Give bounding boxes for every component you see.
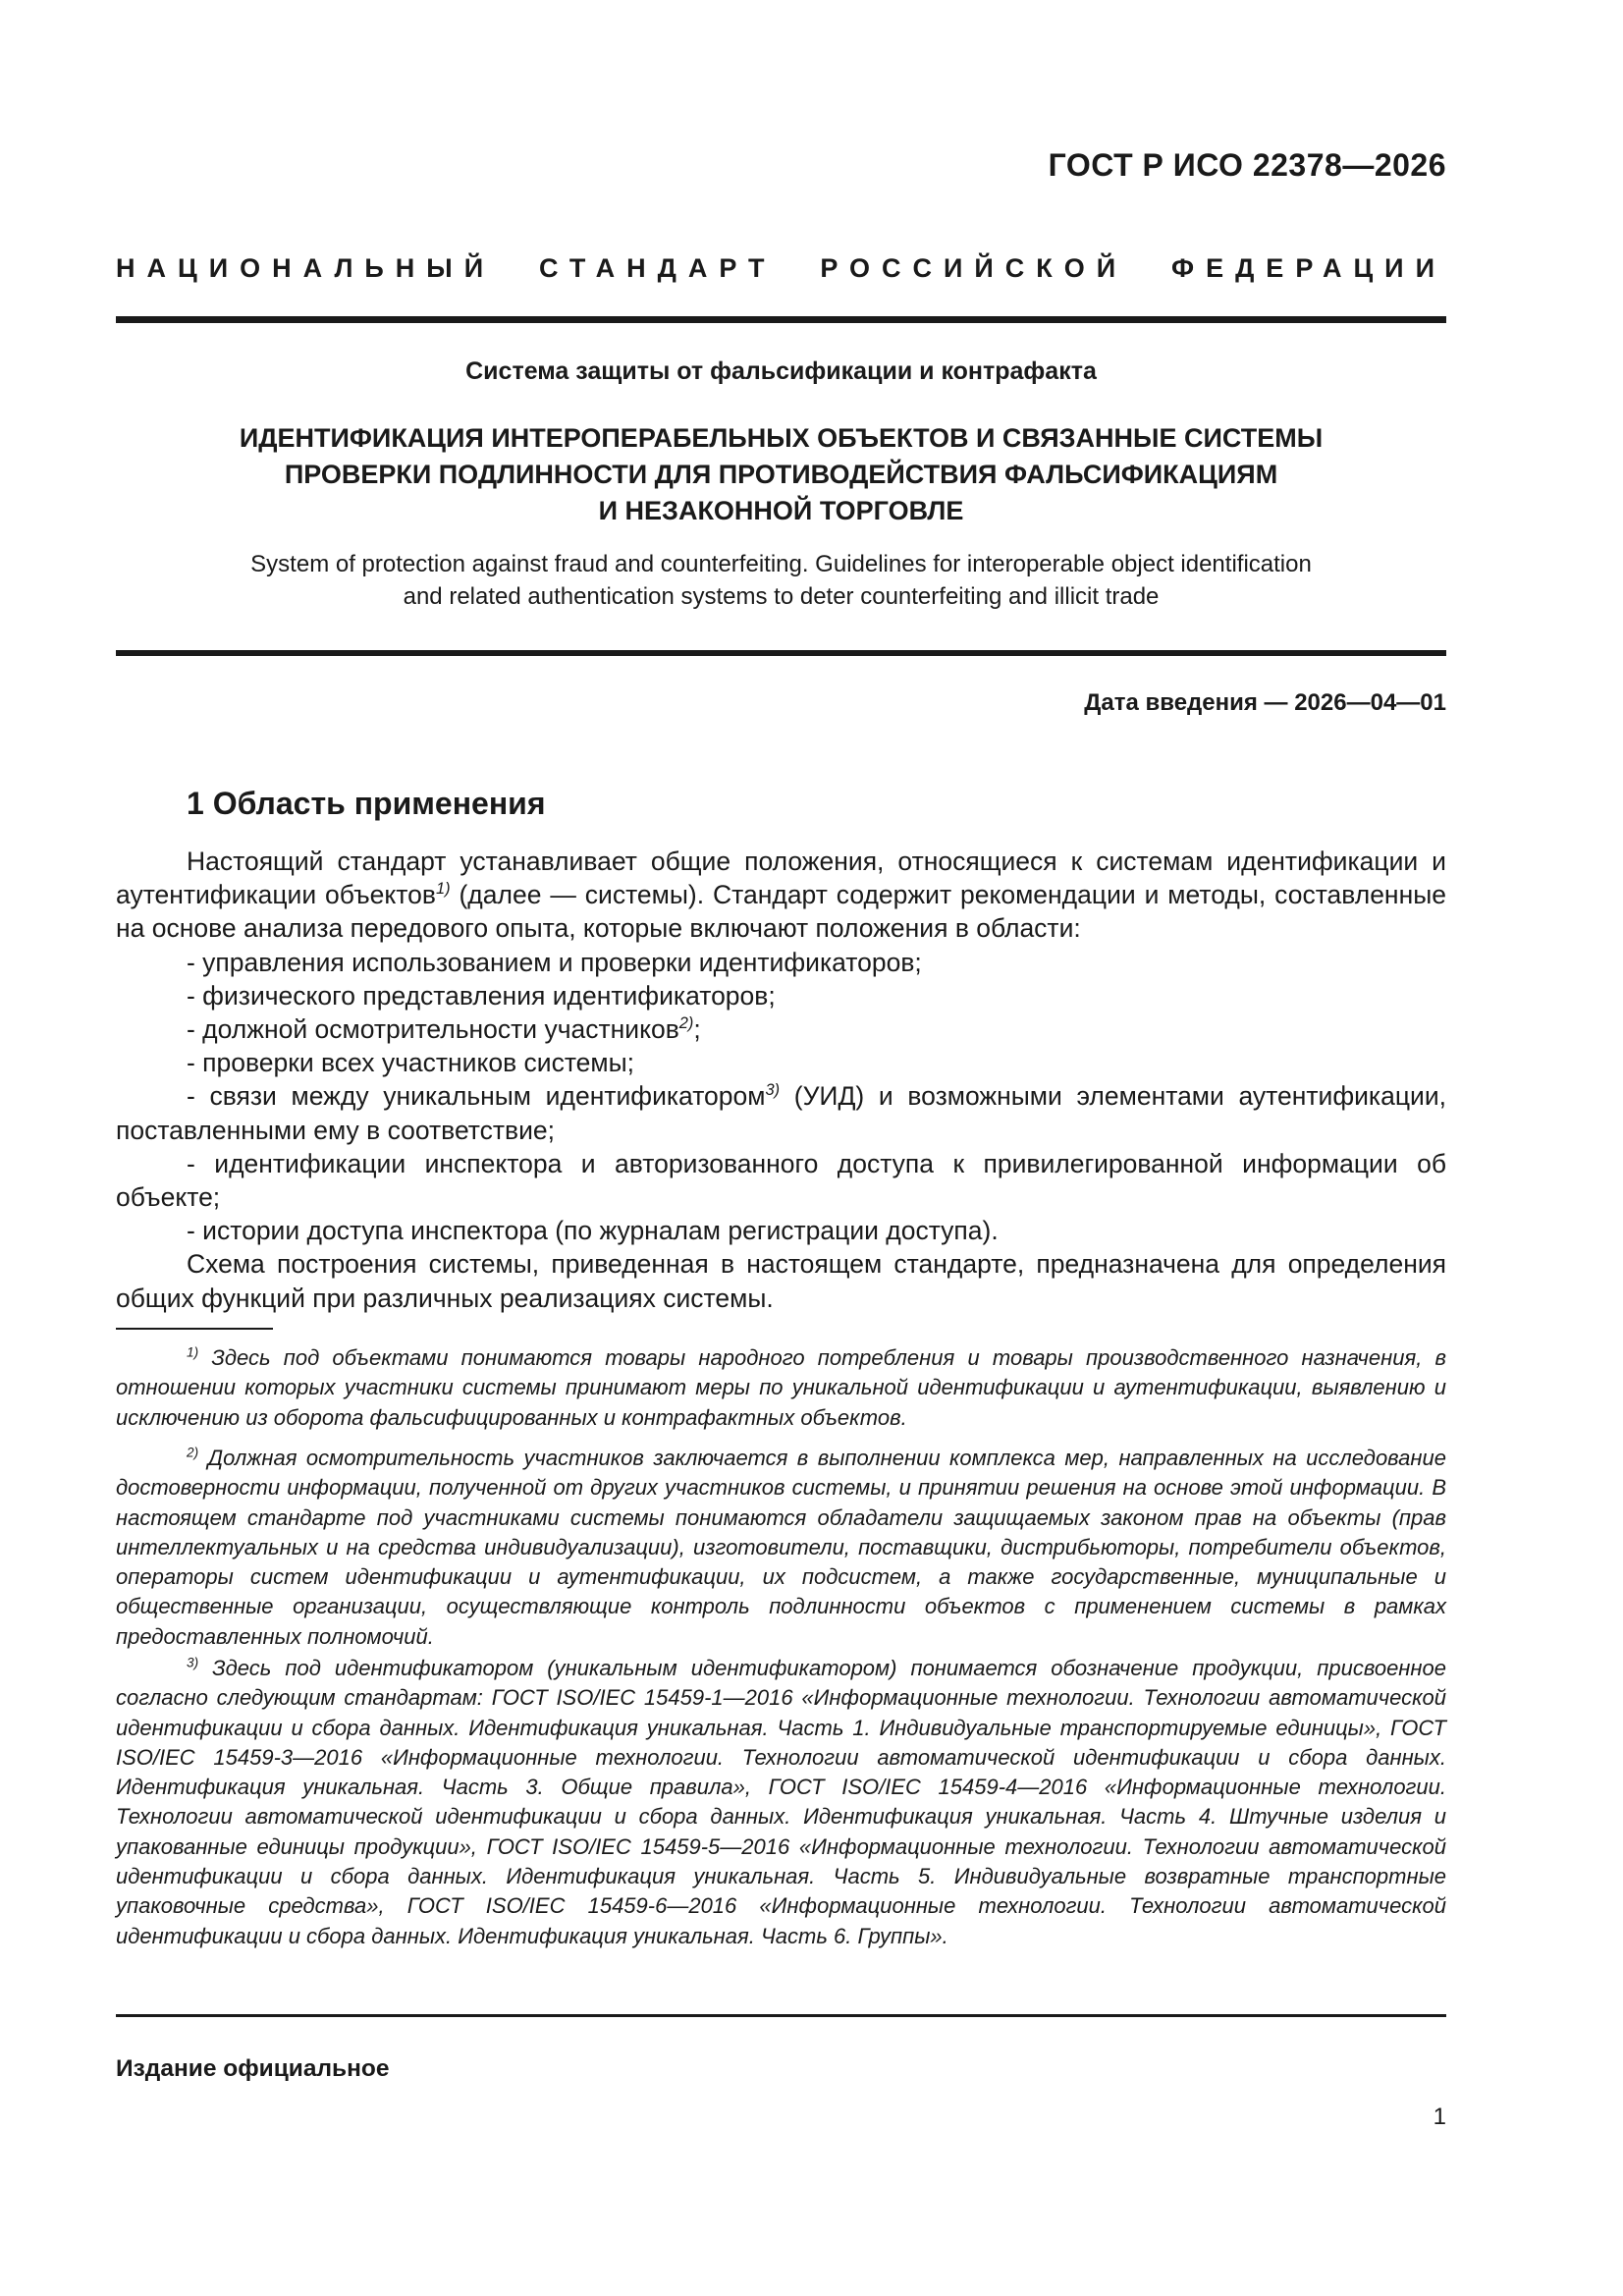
footnote-1: $^{1)}$ Здесь под объектами понимаются товары народного потребления и товары производственного назначения, в отношении которых участники системы принимают меры по уникальной идентификации и аутентификации, выявлению и исключению из оборота фальсифицированных и контрафактных объектов. xyxy=(116,1344,1446,1430)
english-title xyxy=(116,548,1446,613)
document-title xyxy=(116,420,1446,529)
english-title-line: and related authentication systems to deter counterfeiting and illicit trade xyxy=(403,583,1160,610)
list-item: - должной осмотрительности участников$^{2)}$; xyxy=(187,1014,701,1045)
footnote-ref: 1) xyxy=(187,1344,199,1360)
footnote-ref: 1) xyxy=(435,880,451,899)
title-line: ПРОВЕРКИ ПОДЛИННОСТИ ДЛЯ ПРОТИВОДЕЙСТВИЯ ФАЛЬСИФИКАЦИЯМ xyxy=(284,460,1278,489)
footnote-2: $^{2)}$ Должная осмотрительность участников заключается в выполнении комплекса мер, направленных на исследование достоверности информации, полученной от других участников системы, и принятии решения на основе этой информации. В настоящем стандарте под участниками системы понимаются обладатели защищаемых законом прав на объекты (прав интеллектуальных и на средства индивидуализации), изготовители, поставщики, дистрибьюторы, потребители объектов, операторы систем идентификации и аутентификации, их подсистем, а также государственные, муниципальные и общественные организации, осуществляющие контроль подлинности объектов с применением системы в рамках предоставленных полномочий. xyxy=(116,1445,1446,1649)
standard-code: ГОСТ Р ИСО 22378—2026 xyxy=(1048,147,1446,183)
english-title-line: System of protection against fraud and counterfeiting. Guidelines for interoperable object identification xyxy=(250,551,1312,577)
footnote-ref: 2) xyxy=(678,1014,694,1033)
title-line: И НЕЗАКОННОЙ ТОРГОВЛЕ xyxy=(598,496,964,525)
footnote-3: $^{3)}$ Здесь под идентификатором (уникальным идентификатором) понимается обозначение продукции, присвоенное согласно следующим стандартам: ГОСТ ISO/IEC 15459-1—2016 «Информационные технологии. Технологии автоматической идентификации и сбора данных. Идентификация уникальная. Часть 1. Индивидуальные транспортируемые единицы», ГОСТ ISO/IEC 15459-3—2016 «Информационные технологии. Технологии автоматической идентификации и сбора данных. Идентификация уникальная. Часть 3. Общие правила», ГОСТ ISO/IEC 15459-4—2016 «Информационные технологии. Технологии автоматической идентификации и сбора данных. Идентификация уникальная. Часть 4. Штучные изделия и упакованные единицы продукции», ГОСТ ISO/IEC 15459-5—2016 «Информационные технологии. Технологии автоматической идентификации и сбора данных. Идентификация уникальная. Часть 5. Индивидуальные возвратные транспортные упаковочные средства», ГОСТ ISO/IEC 15459-6—2016 «Информационные технологии. Технологии автоматической идентификации и сбора данных. Идентификация уникальная. Часть 6. Группы». xyxy=(116,1655,1446,1948)
footnote-separator xyxy=(116,1328,273,1330)
closing-paragraph: Схема построения системы, приведенная в настоящем стандарте, предназначена для определения общих функций при различных реализациях системы. xyxy=(116,1249,1446,1313)
title-line: ИДЕНТИФИКАЦИЯ ИНТЕРОПЕРАБЕЛЬНЫХ ОБЪЕКТОВ И СВЯЗАННЫЕ СИСТЕМЫ xyxy=(239,423,1324,453)
introduction-date: Дата введения — 2026—04—01 xyxy=(1084,689,1446,716)
list-item: - связи между уникальным идентификатором$^{3)}$ (УИД) и возможными элементами аутентификации, поставленными ему в соответствие; xyxy=(116,1081,1446,1145)
list-item: - проверки всех участников системы; xyxy=(187,1048,635,1078)
list-item: - физического представления идентификаторов; xyxy=(187,980,776,1011)
list-item: - идентификации инспектора и авторизованного доступа к привилегированной информации об объекте; xyxy=(116,1148,1446,1213)
title-rule xyxy=(116,650,1446,656)
footnote-ref: 3) xyxy=(187,1655,199,1670)
list-item: - истории доступа инспектора (по журналам регистрации доступа). xyxy=(187,1216,999,1246)
footnote-ref: 3) xyxy=(765,1081,781,1100)
national-standard-label: НАЦИОНАЛЬНЫЙ СТАНДАРТ РОССИЙСКОЙ ФЕДЕРАЦИИ xyxy=(116,253,1446,283)
section-body xyxy=(116,845,1446,1315)
page-number: 1 xyxy=(1433,2104,1446,2130)
official-edition-label: Издание официальное xyxy=(116,2055,390,2082)
section-heading: 1 Область применения xyxy=(187,786,546,821)
series-title: Система защиты от фальсификации и контрафакта xyxy=(465,357,1097,385)
header-rule xyxy=(116,316,1446,323)
intro-paragraph: Настоящий стандарт устанавливает общие положения, относящиеся к системам идентификации и аутентификации объектов$^{1)}$ (далее — системы). Стандарт содержит рекомендации и методы, составленные на основе анализа передового опыта, которые включают положения в области: xyxy=(116,847,1446,944)
list-item: - управления использованием и проверки идентификаторов; xyxy=(187,947,922,977)
footer-rule xyxy=(116,2014,1446,2017)
footnote-ref: 2) xyxy=(187,1445,199,1460)
